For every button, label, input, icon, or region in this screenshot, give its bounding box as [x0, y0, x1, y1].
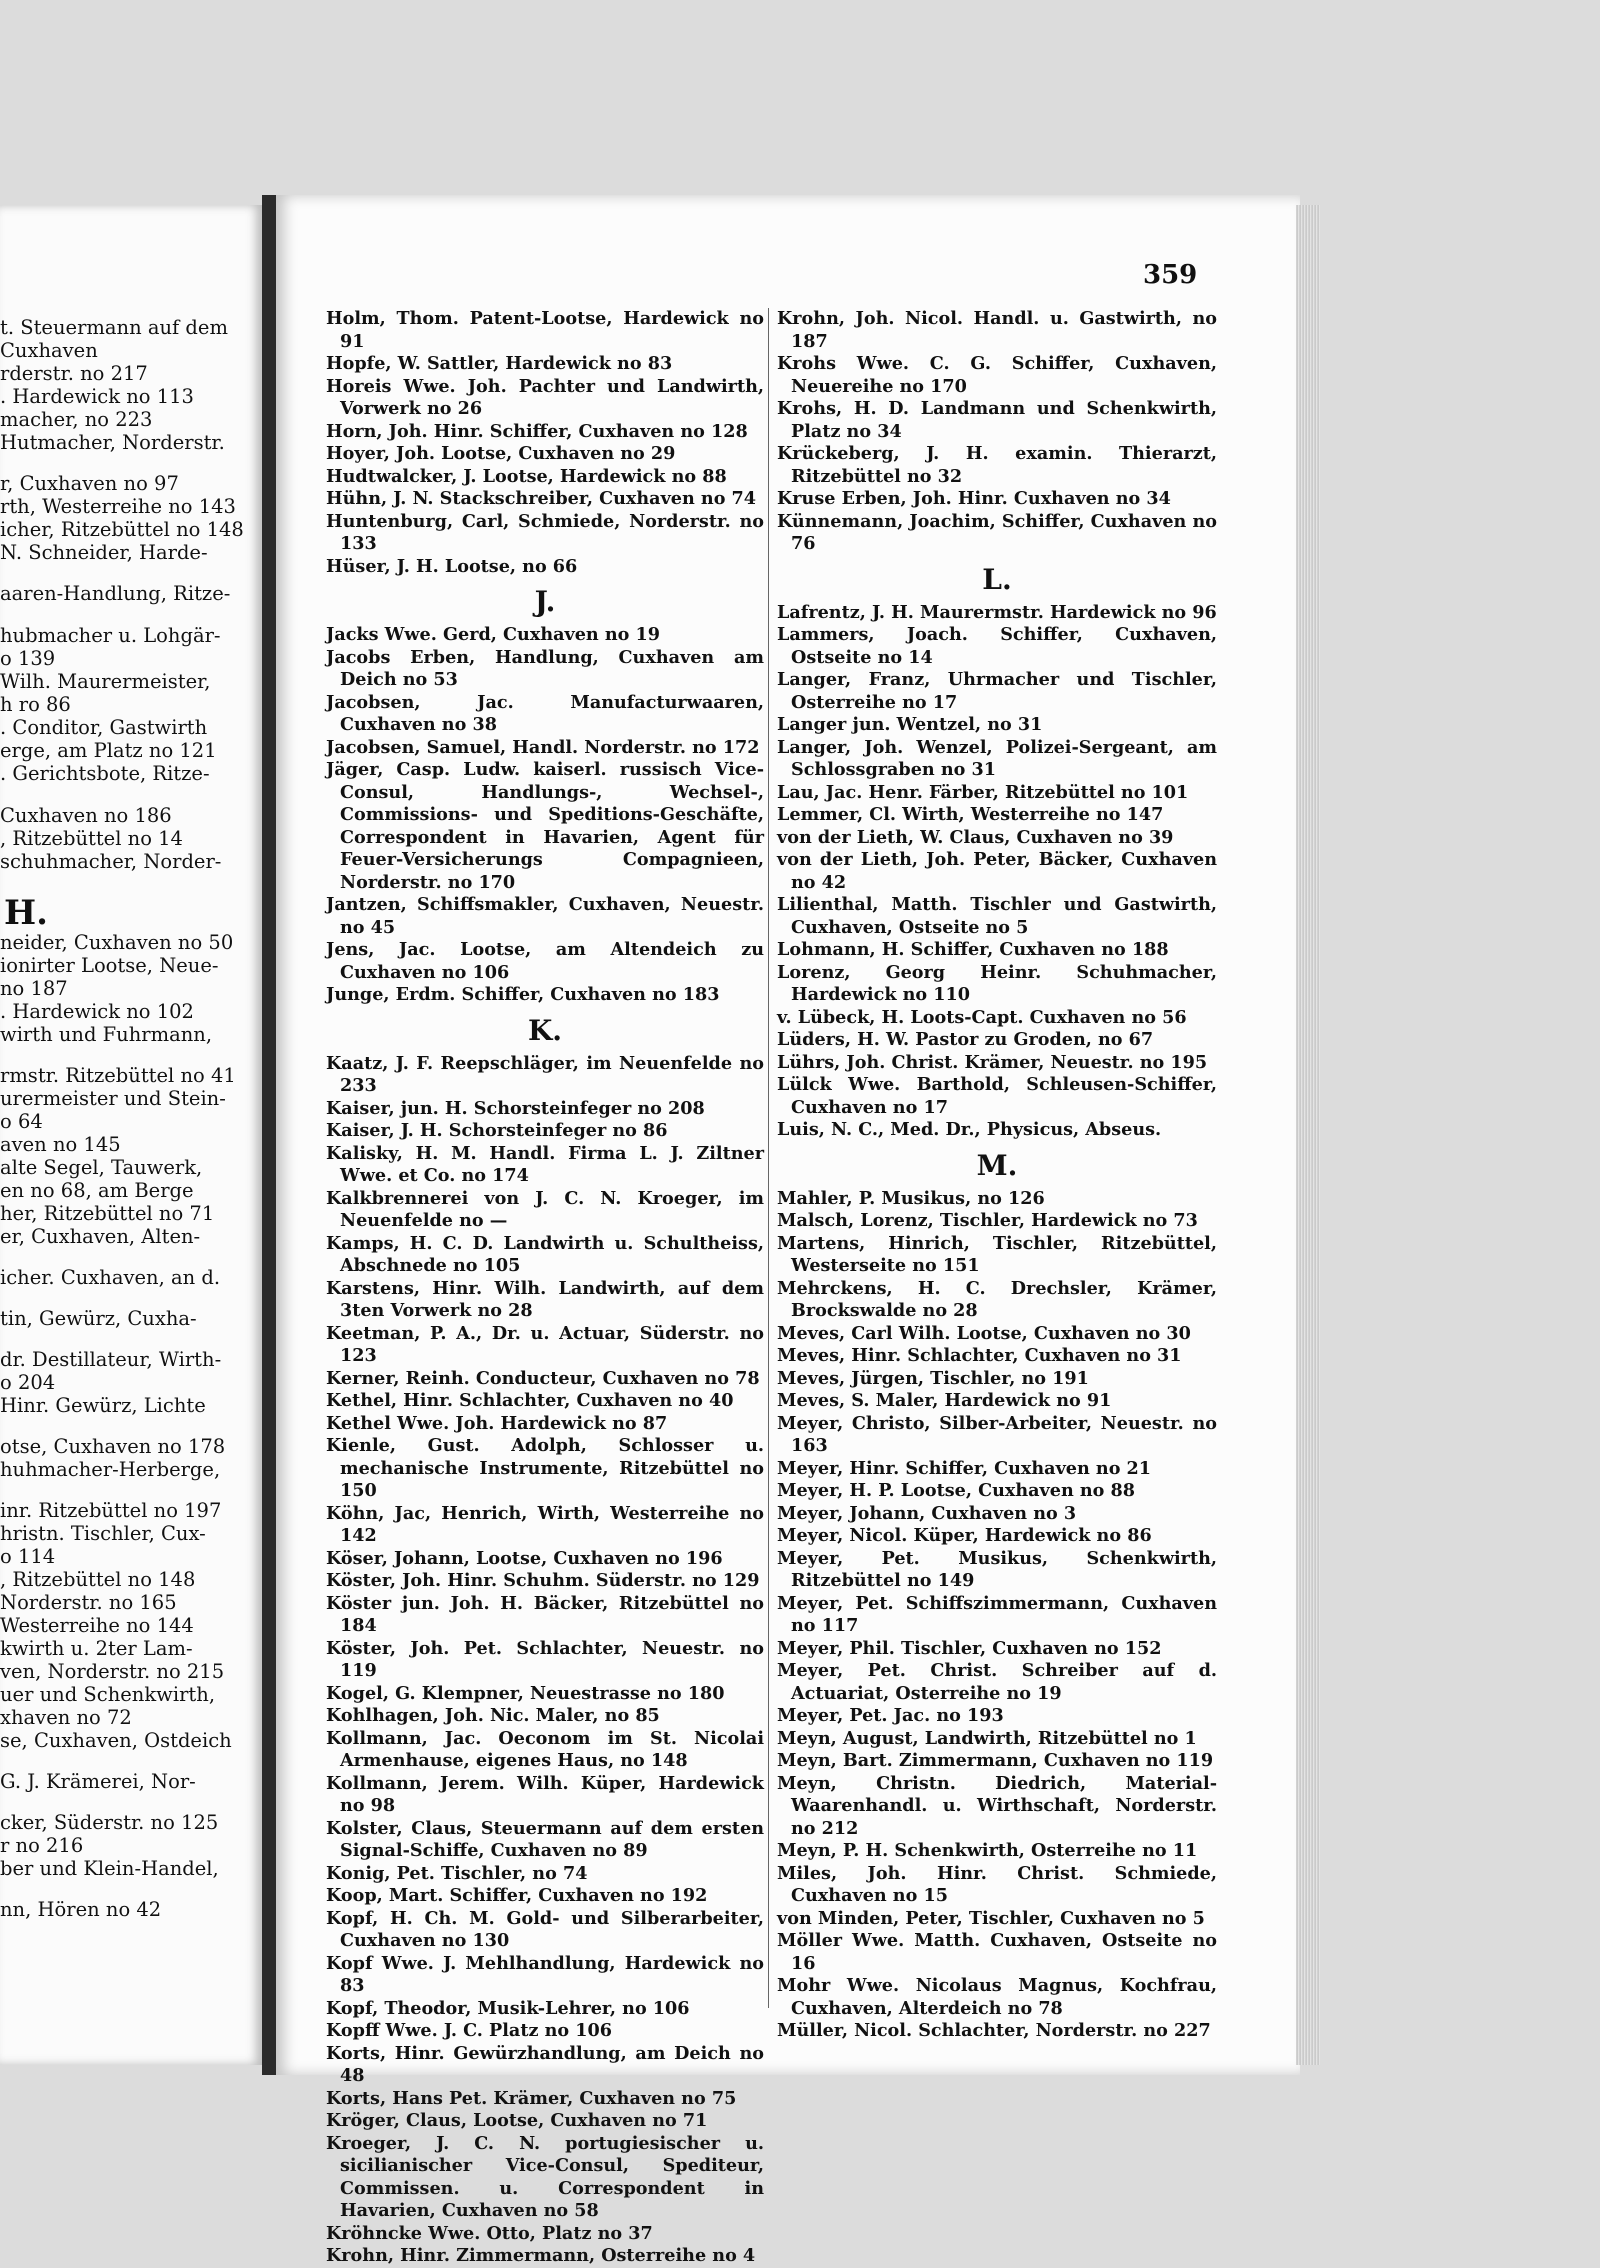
- directory-entry: Konig, Pet. Tischler, no 74: [326, 1862, 588, 1884]
- left-page-line: tin, Gewürz, Cuxha-: [0, 1307, 197, 1330]
- left-page-line: Hinr. Gewürz, Lichte: [0, 1394, 206, 1417]
- section-letter: J.: [534, 585, 556, 618]
- directory-entry: Kalkbrennerei von J. C. N. Kroeger, im Neuenfelde no —: [326, 1187, 764, 1231]
- directory-entry: Kamps, H. C. D. Landwirth u. Schultheiss, Abschnede no 105: [326, 1232, 764, 1276]
- directory-entry: Lorenz, Georg Heinr. Schuhmacher, Hardewick no 110: [777, 961, 1217, 1005]
- left-page-line: o 114: [0, 1545, 56, 1568]
- directory-entry: Köser, Johann, Lootse, Cuxhaven no 196: [326, 1547, 723, 1569]
- directory-entry: Huntenburg, Carl, Schmiede, Norderstr. no 133: [326, 510, 764, 554]
- directory-entry: Meyer, H. P. Lootse, Cuxhaven no 88: [777, 1480, 1136, 1501]
- directory-entry: Krohs, H. D. Landmann und Schenkwirth, Platz no 34: [777, 398, 1217, 442]
- left-page-line: nn, Hören no 42: [0, 1898, 162, 1921]
- directory-entry: Köster, Joh. Pet. Schlachter, Neuestr. no 119: [326, 1637, 764, 1681]
- left-page-line: en no 68, am Berge: [0, 1179, 194, 1202]
- left-page-line: aaren-Handlung, Ritze-: [0, 582, 231, 605]
- directory-entry: Lilienthal, Matth. Tischler und Gastwirth, Cuxhaven, Ostseite no 5: [777, 894, 1217, 938]
- left-page-line: wirth und Fuhrmann,: [0, 1023, 213, 1046]
- left-page-line: , Ritzebüttel no 14: [0, 827, 183, 850]
- directory-entry: Meyer, Pet. Jac. no 193: [777, 1705, 1004, 1726]
- left-page-line: er, Cuxhaven, Alten-: [0, 1225, 201, 1248]
- directory-entry: Kaatz, J. F. Reepschläger, im Neuenfelde no 233: [326, 1052, 764, 1096]
- directory-entry: Hühn, J. N. Stackschreiber, Cuxhaven no 74: [326, 488, 757, 509]
- directory-entry: Meyn, Bart. Zimmermann, Cuxhaven no 119: [777, 1750, 1214, 1771]
- directory-entry: Miles, Joh. Hinr. Christ. Schmiede, Cuxhaven no 15: [777, 1862, 1217, 1906]
- directory-entry: Meyer, Pet. Schiffszimmermann, Cuxhaven no 117: [777, 1592, 1217, 1636]
- directory-entry: Krohn, Joh. Nicol. Handl. u. Gastwirth, no 187: [777, 308, 1217, 352]
- directory-entry: Kröhncke Wwe. Otto, Platz no 37: [326, 2222, 653, 2244]
- left-page-line: Cuxhaven no 186: [0, 804, 172, 827]
- directory-entry: Kienle, Gust. Adolph, Schlosser u. mechanische Instrumente, Ritzebüttel no 150: [326, 1435, 764, 1501]
- directory-entry: Meves, Hinr. Schlachter, Cuxhaven no 31: [777, 1345, 1182, 1366]
- directory-entry: Jens, Jac. Lootse, am Altendeich zu Cuxhaven no 106: [326, 939, 764, 983]
- directory-entry: Lemmer, Cl. Wirth, Westerreihe no 147: [777, 804, 1164, 825]
- left-page-line: inr. Ritzebüttel no 197: [0, 1499, 222, 1522]
- left-page-line: r no 216: [0, 1834, 84, 1857]
- left-page-line: Westerreihe no 144: [0, 1614, 194, 1637]
- directory-entry: Lafrentz, J. H. Maurermstr. Hardewick no 96: [777, 601, 1217, 623]
- directory-entry: Hoyer, Joh. Lootse, Cuxhaven no 29: [326, 443, 676, 464]
- directory-entry: Kolster, Claus, Steuermann auf dem ersten Signal-Schiffe, Cuxhaven no 89: [326, 1817, 764, 1861]
- directory-entry: Meyer, Pet. Musikus, Schenkwirth, Ritzebüttel no 149: [777, 1547, 1217, 1591]
- directory-entry: Hopfe, W. Sattler, Hardewick no 83: [326, 353, 673, 374]
- left-page-line: otse, Cuxhaven no 178: [0, 1435, 226, 1458]
- directory-entry: Meyn, P. H. Schenkwirth, Osterreihe no 11: [777, 1840, 1198, 1861]
- directory-entry: Korts, Hans Pet. Krämer, Cuxhaven no 75: [326, 2087, 737, 2109]
- directory-entry: Kopff Wwe. J. C. Platz no 106: [326, 2020, 612, 2041]
- left-page-line: alte Segel, Tauwerk,: [0, 1156, 203, 1179]
- directory-entry: Lammers, Joach. Schiffer, Cuxhaven, Ostseite no 14: [777, 624, 1217, 668]
- left-page-line: rmstr. Ritzebüttel no 41: [0, 1064, 236, 1087]
- directory-entry: Meyn, August, Landwirth, Ritzebüttel no 1: [777, 1727, 1197, 1749]
- directory-entry: Meyer, Phil. Tischler, Cuxhaven no 152: [777, 1637, 1162, 1659]
- directory-entry: Mohr Wwe. Nicolaus Magnus, Kochfrau, Cuxhaven, Alterdeich no 78: [777, 1975, 1217, 2019]
- page-edge: [1296, 205, 1320, 2065]
- left-page-line: macher, no 223: [0, 408, 153, 431]
- directory-entry: Malsch, Lorenz, Tischler, Hardewick no 73: [777, 1210, 1198, 1231]
- directory-entry: Kerner, Reinh. Conducteur, Cuxhaven no 78: [326, 1367, 760, 1389]
- left-page-line: cker, Süderstr. no 125: [0, 1811, 219, 1834]
- left-page-line: Wilh. Maurermeister,: [0, 670, 211, 693]
- directory-entry: Lau, Jac. Henr. Färber, Ritzebüttel no 101: [777, 781, 1189, 803]
- directory-entry: Meyn, Christn. Diedrich, Material-Waarenhandl. u. Wirthschaft, Norderstr. no 212: [777, 1772, 1217, 1839]
- left-page-line: her, Ritzebüttel no 71: [0, 1202, 215, 1225]
- left-page-line: erge, am Platz no 121: [0, 739, 217, 762]
- directory-column-left: [326, 308, 764, 2268]
- directory-entry: Meyer, Johann, Cuxhaven no 3: [777, 1502, 1077, 1524]
- section-letter: L.: [982, 562, 1012, 596]
- directory-entry: Meyer, Hinr. Schiffer, Cuxhaven no 21: [777, 1457, 1152, 1479]
- directory-entry: Langer, Joh. Wenzel, Polizei-Sergeant, am Schlossgraben no 31: [777, 736, 1217, 780]
- directory-entry: Jacobs Erben, Handlung, Cuxhaven am Deich no 53: [326, 646, 764, 690]
- directory-entry: Krohn, Hinr. Zimmermann, Osterreihe no 4: [326, 2245, 756, 2266]
- directory-entry: Meyer, Christo, Silber-Arbeiter, Neuestr. no 163: [777, 1412, 1217, 1456]
- left-page-line: neider, Cuxhaven no 50: [0, 931, 234, 954]
- directory-entry: Jantzen, Schiffsmakler, Cuxhaven, Neuestr. no 45: [326, 894, 764, 938]
- directory-entry: Kröger, Claus, Lootse, Cuxhaven no 71: [326, 2110, 708, 2131]
- left-page-line: kwirth u. 2ter Lam-: [0, 1637, 193, 1660]
- directory-entry: Junge, Erdm. Schiffer, Cuxhaven no 183: [326, 984, 720, 1005]
- directory-entry: Hudtwalcker, J. Lootse, Hardewick no 88: [326, 465, 727, 487]
- left-page-section-letter: H.: [4, 893, 48, 933]
- directory-entry: Kopf, H. Ch. M. Gold- und Silberarbeiter, Cuxhaven no 130: [326, 1907, 764, 1951]
- directory-entry: Koop, Mart. Schiffer, Cuxhaven no 192: [326, 1885, 708, 1906]
- directory-entry: Karstens, Hinr. Wilh. Landwirth, auf dem 3ten Vorwerk no 28: [326, 1277, 764, 1321]
- directory-entry: Krohs Wwe. C. G. Schiffer, Cuxhaven, Neuereihe no 170: [777, 353, 1217, 397]
- directory-entry: Jacobsen, Samuel, Handl. Norderstr. no 172: [326, 736, 760, 758]
- directory-column-right: [777, 308, 1217, 2043]
- left-page-line: ionirter Lootse, Neue-: [0, 954, 219, 977]
- directory-entry: Martens, Hinrich, Tischler, Ritzebüttel, Westerseite no 151: [777, 1232, 1217, 1276]
- left-page-line: huhmacher-Herberge,: [0, 1458, 221, 1481]
- directory-entry: von Minden, Peter, Tischler, Cuxhaven no 5: [777, 1907, 1205, 1929]
- directory-entry: von der Lieth, W. Claus, Cuxhaven no 39: [777, 826, 1174, 848]
- directory-entry: Kruse Erben, Joh. Hinr. Cuxhaven no 34: [777, 488, 1171, 509]
- directory-entry: Künnemann, Joachim, Schiffer, Cuxhaven no 76: [777, 510, 1217, 554]
- directory-entry: Horn, Joh. Hinr. Schiffer, Cuxhaven no 128: [326, 420, 748, 442]
- left-page-line: t. Steuermann auf dem: [0, 316, 228, 339]
- directory-entry: Langer, Franz, Uhrmacher und Tischler, Osterreihe no 17: [777, 669, 1217, 713]
- left-page-line: rth, Westerreihe no 143: [0, 495, 236, 518]
- left-page-line: . Conditor, Gastwirth: [0, 716, 208, 739]
- section-letter: K.: [527, 1013, 563, 1047]
- directory-entry: Langer jun. Wentzel, no 31: [777, 714, 1043, 735]
- left-page-line: ven, Norderstr. no 215: [0, 1660, 225, 1683]
- left-page-line: o 204: [0, 1371, 56, 1394]
- left-page-line: dr. Destillateur, Wirth-: [0, 1348, 222, 1371]
- directory-entry: Korts, Hinr. Gewürzhandlung, am Deich no 48: [326, 2042, 764, 2086]
- directory-entry: Kethel, Hinr. Schlachter, Cuxhaven no 40: [326, 1390, 734, 1411]
- directory-entry: Kalisky, H. M. Handl. Firma L. J. Ziltner Wwe. et Co. no 174: [326, 1142, 764, 1186]
- directory-entry: Kollmann, Jac. Oeconom im St. Nicolai Armenhause, eigenes Haus, no 148: [326, 1727, 764, 1771]
- directory-entry: Meyer, Nicol. Küper, Hardewick no 86: [777, 1525, 1152, 1546]
- directory-entry: Keetman, P. A., Dr. u. Actuar, Süderstr. no 123: [326, 1322, 764, 1366]
- directory-entry: Mehrckens, H. C. Drechsler, Krämer, Brockswalde no 28: [777, 1277, 1217, 1321]
- column-rule: [768, 308, 769, 2008]
- directory-entry: Lülck Wwe. Barthold, Schleusen-Schiffer, Cuxhaven no 17: [777, 1074, 1217, 1118]
- directory-entry: Köhn, Jac, Henrich, Wirth, Westerreihe no 142: [326, 1502, 764, 1546]
- left-page-line: ber und Klein-Handel,: [0, 1857, 219, 1880]
- left-page-line: se, Cuxhaven, Ostdeich: [0, 1729, 232, 1752]
- left-page-line: h ro 86: [0, 693, 71, 716]
- directory-entry: Jacobsen, Jac. Manufacturwaaren, Cuxhaven no 38: [326, 691, 764, 735]
- directory-entry: Kroeger, J. C. N. portugiesischer u. sicilianischer Vice-Consul, Spediteur, Commissen. u. Correspondent in Havarien, Cuxhaven no 58: [326, 2132, 764, 2221]
- directory-entry: Kohlhagen, Joh. Nic. Maler, no 85: [326, 1705, 660, 1726]
- left-page-line: o 64: [0, 1110, 43, 1133]
- directory-entry: Möller Wwe. Matth. Cuxhaven, Ostseite no 16: [777, 1930, 1217, 1974]
- directory-entry: Holm, Thom. Patent-Lootse, Hardewick no 91: [326, 308, 764, 352]
- directory-entry: Kaiser, jun. H. Schorsteinfeger no 208: [326, 1097, 705, 1119]
- directory-entry: Meves, Carl Wilh. Lootse, Cuxhaven no 30: [777, 1322, 1191, 1344]
- left-page-line: uer und Schenkwirth,: [0, 1683, 216, 1706]
- directory-entry: Mahler, P. Musikus, no 126: [777, 1187, 1045, 1209]
- directory-entry: Jacks Wwe. Gerd, Cuxhaven no 19: [326, 624, 660, 645]
- directory-entry: Lührs, Joh. Christ. Krämer, Neuestr. no 195: [777, 1051, 1208, 1073]
- left-page-line: aven no 145: [0, 1133, 121, 1156]
- directory-entry: Lohmann, H. Schiffer, Cuxhaven no 188: [777, 939, 1169, 960]
- directory-entry: Kethel Wwe. Joh. Hardewick no 87: [326, 1412, 668, 1434]
- left-page-line: hubmacher u. Lohgär-: [0, 624, 221, 647]
- directory-entry: Köster, Joh. Hinr. Schuhm. Süderstr. no 129: [326, 1570, 760, 1591]
- directory-entry: Hüser, J. H. Lootse, no 66: [326, 555, 578, 577]
- left-page-line: no 187: [0, 977, 68, 1000]
- left-page-line: Norderstr. no 165: [0, 1591, 177, 1614]
- directory-entry: Meyer, Pet. Christ. Schreiber auf d. Actuariat, Osterreihe no 19: [777, 1660, 1217, 1704]
- left-page-line: r, Cuxhaven no 97: [0, 472, 179, 495]
- left-page-line: icher. Cuxhaven, an d.: [0, 1266, 221, 1289]
- left-page-line: icher, Ritzebüttel no 148: [0, 518, 244, 541]
- left-page-line: G. J. Krämerei, Nor-: [0, 1770, 196, 1793]
- directory-entry: Meves, S. Maler, Hardewick no 91: [777, 1390, 1112, 1411]
- left-page-line: rderstr. no 217: [0, 362, 148, 385]
- directory-entry: Kaiser, J. H. Schorsteinfeger no 86: [326, 1120, 668, 1141]
- left-page: [0, 205, 262, 2065]
- left-page-line: Cuxhaven: [0, 339, 98, 362]
- directory-entry: Lüders, H. W. Pastor zu Groden, no 67: [777, 1029, 1154, 1050]
- directory-entry: Köster jun. Joh. H. Bäcker, Ritzebüttel no 184: [326, 1592, 764, 1636]
- left-page-line: o 139: [0, 647, 56, 670]
- directory-entry: Kopf Wwe. J. Mehlhandlung, Hardewick no 83: [326, 1952, 764, 1996]
- directory-entry: Krückeberg, J. H. examin. Thierarzt, Ritzebüttel no 32: [777, 443, 1217, 487]
- left-page-line: . Hardewick no 102: [0, 1000, 194, 1023]
- directory-entry: v. Lübeck, H. Loots-Capt. Cuxhaven no 56: [777, 1006, 1187, 1028]
- directory-entry: Müller, Nicol. Schlachter, Norderstr. no 227: [777, 2020, 1211, 2041]
- left-page-line: xhaven no 72: [0, 1706, 132, 1729]
- directory-entry: Kogel, G. Klempner, Neuestrasse no 180: [326, 1682, 725, 1704]
- left-page-line: hristn. Tischler, Cux-: [0, 1522, 206, 1545]
- section-letter: M.: [976, 1148, 1018, 1182]
- left-page-line: Hutmacher, Norderstr.: [0, 431, 225, 454]
- directory-entry: von der Lieth, Joh. Peter, Bäcker, Cuxhaven no 42: [777, 849, 1217, 893]
- directory-entry: Kollmann, Jerem. Wilh. Küper, Hardewick no 98: [326, 1772, 764, 1816]
- directory-entry: Kopf, Theodor, Musik-Lehrer, no 106: [326, 1997, 690, 2019]
- left-page-line: . Hardewick no 113: [0, 385, 194, 408]
- directory-entry: Jäger, Casp. Ludw. kaiserl. russisch Vice-Consul, Handlungs-, Wechsel-, Commissions- und Speditions-Geschäfte, Correspondent in Havarien, Agent für Feuer-Versicherungs Compagnieen, Norderstr. no 170: [326, 759, 764, 893]
- directory-entry: Luis, N. C., Med. Dr., Physicus, Abseus.: [777, 1119, 1162, 1140]
- left-page-line: urermeister und Stein-: [0, 1087, 226, 1110]
- left-page-line: . Gerichtsbote, Ritze-: [0, 762, 210, 785]
- directory-entry: Horeis Wwe. Joh. Pachter und Landwirth, Vorwerk no 26: [326, 375, 764, 419]
- left-page-line: N. Schneider, Harde-: [0, 541, 208, 564]
- page-number: 359: [1143, 260, 1198, 290]
- directory-entry: Meves, Jürgen, Tischler, no 191: [777, 1367, 1089, 1389]
- book-gutter: [262, 195, 276, 2075]
- left-page-line: schuhmacher, Norder-: [0, 850, 222, 873]
- left-page-line: , Ritzebüttel no 148: [0, 1568, 196, 1591]
